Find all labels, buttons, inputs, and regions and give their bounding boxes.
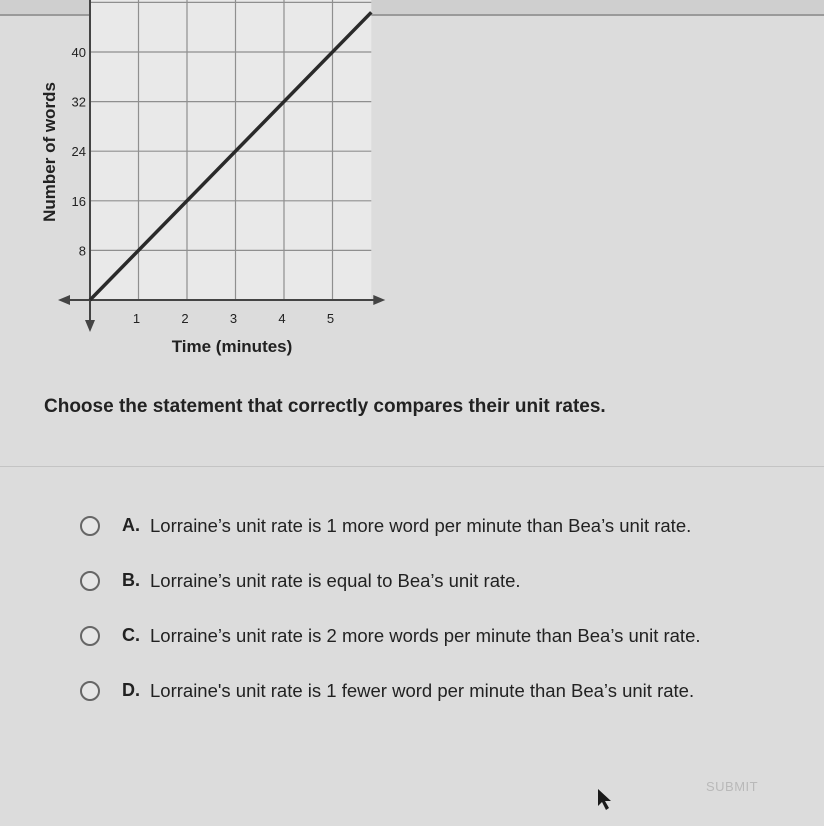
option-letter-a: A. (122, 515, 140, 535)
y-tick-label: 32 (71, 94, 86, 110)
y-tick-label: 24 (71, 144, 86, 160)
y-tick-label: 8 (78, 243, 86, 259)
radio-button-a[interactable] (80, 516, 100, 536)
radio-button-d[interactable] (80, 681, 100, 701)
x-axis-arrow (373, 295, 385, 305)
answer-options (80, 498, 820, 718)
x-axis-left-arrow (58, 295, 70, 305)
option-d[interactable] (80, 663, 820, 718)
x-tick-label: 5 (326, 311, 335, 326)
y-axis-down-arrow (85, 320, 95, 332)
option-text-c: Lorraine’s unit rate is 2 more words per minute than Bea’s unit rate. (150, 624, 701, 646)
x-tick-label: 2 (181, 311, 189, 326)
word-rate-graph (0, 0, 420, 370)
x-tick-label: 1 (132, 311, 141, 326)
option-letter-c: C. (122, 625, 140, 645)
x-tick-label: 4 (278, 311, 286, 326)
y-axis-label: Number of words (40, 82, 59, 222)
x-tick-label: 3 (229, 311, 238, 326)
x-axis-label: Time (minutes) (171, 337, 293, 356)
option-c[interactable] (80, 608, 820, 663)
submit-button[interactable]: SUBMIT (700, 778, 764, 795)
option-a[interactable] (80, 498, 820, 553)
radio-button-c[interactable] (80, 626, 100, 646)
option-text-b: Lorraine’s unit rate is equal to Bea’s unit rate. (150, 569, 521, 591)
option-letter-b: B. (122, 570, 140, 590)
option-text-a: Lorraine’s unit rate is 1 more word per minute than Bea’s unit rate. (150, 514, 692, 536)
option-text-d: Lorraine's unit rate is 1 fewer word per minute than Bea’s unit rate. (150, 679, 695, 701)
y-tick-label: 16 (71, 193, 86, 209)
radio-button-b[interactable] (80, 571, 100, 591)
option-b[interactable] (80, 553, 820, 608)
section-divider (0, 466, 824, 467)
option-letter-d: D. (122, 680, 140, 700)
mouse-pointer-icon (597, 788, 613, 812)
question-prompt: Choose the statement that correctly compares their unit rates. (44, 396, 606, 417)
y-tick-label: 40 (71, 45, 86, 60)
